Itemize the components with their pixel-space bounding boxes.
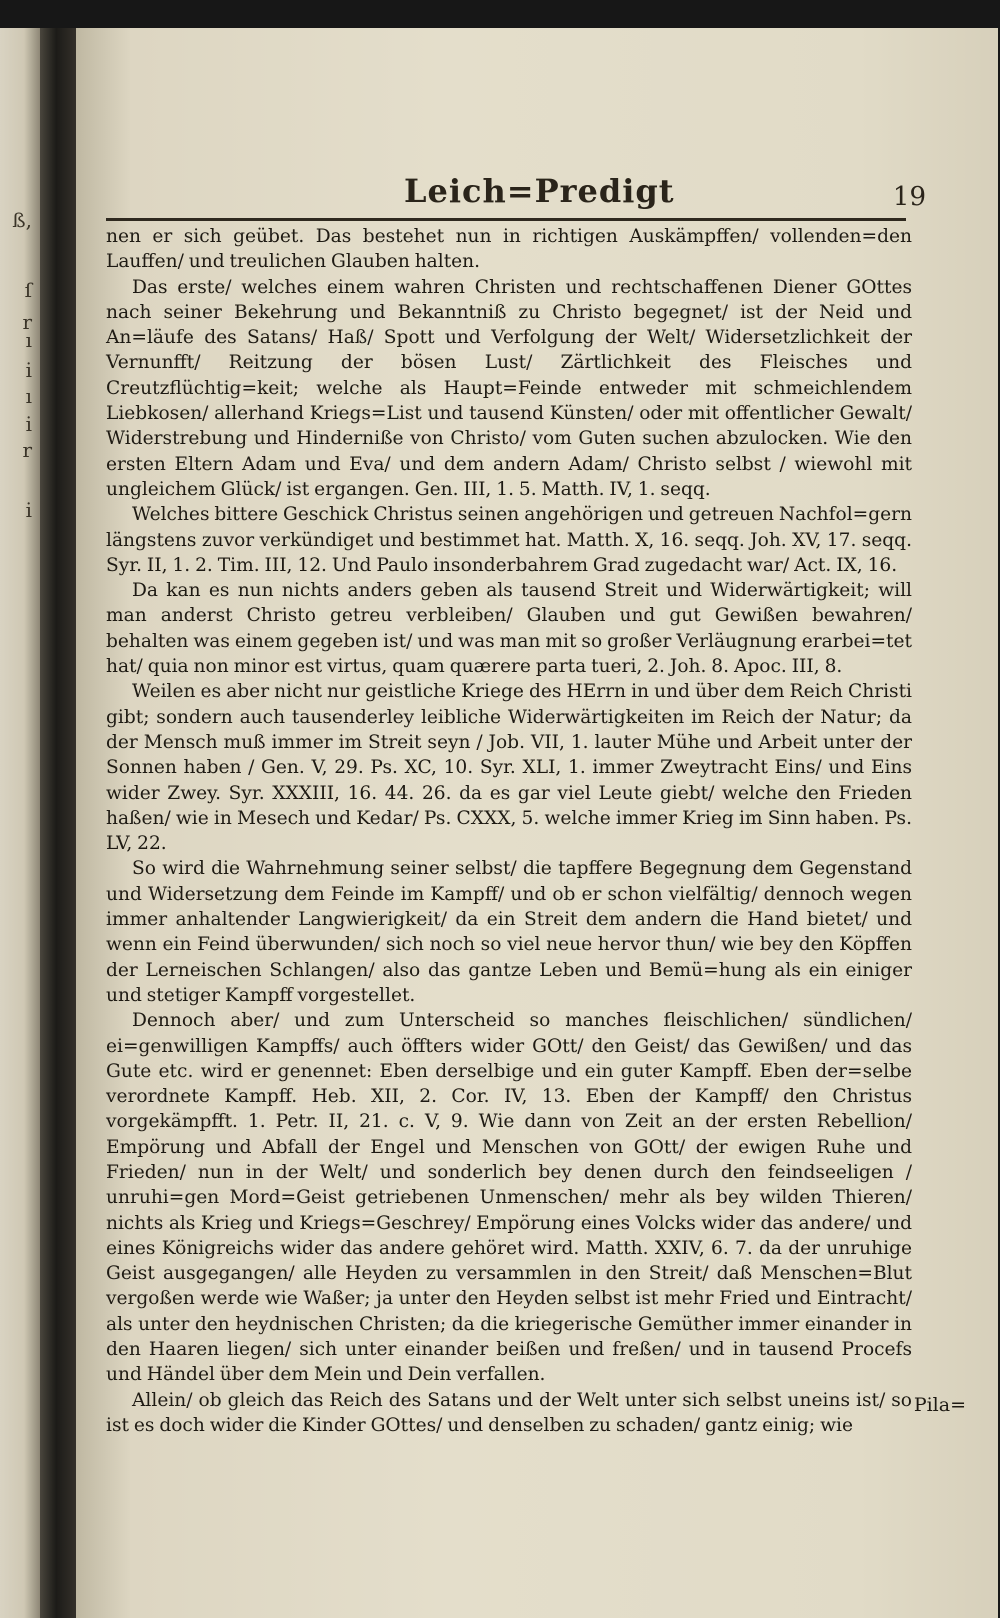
paragraph: Dennoch aber/ und zum Unterscheid so manches fleischlichen/ sündlichen/ ei=genwilligen Kampffs/ auch öffters wider GOtt/ den Geist/ das Gewißen/ und das Gute etc. wird er genennet: Eben derselbige und ein guter Kampff. Eben der=selbe verordnete Kampff. Heb. XII, 2. Cor. IV, 13. Eben der Kampff/ den Christus vorgekämpfft. 1. Petr. II, 21. c. V, 9. Wie dann von Zeit an der ersten Rebellion/ Empörung und Abfall der Engel und Menschen von GOtt/ der ewigen Ruhe und Frieden/ nun in der Welt/ und sonderlich bey denen durch den feindseeligen / unruhi=gen Mord=Geist getriebenen Unmenschen/ mehr als bey wilden Thieren/ nichts als Krieg und Kriegs=Geschrey/ Empörung eines Volcks wider das andere/ und eines Königreichs wider das andere gehöret wird. Matth. XXIV, 6. 7. da der unruhige Geist ausgegangen/ alle Heyden zu versammlen in den Streit/ daß Menschen=Blut vergoßen werde wie Waßer; ja unter den Heyden selbst ist mehr Fried und Eintracht/ als unter den heydnischen Christen; da die kriegerische Gemüther immer einander in den Haaren liegen/ sich unter einander beißen und freßen/ und in tausend Procefs und Händel über dem Mein und Dein verfallen. (106, 1010, 912, 1386)
page-header (106, 156, 926, 218)
left-edge-mark: ſ (24, 278, 32, 302)
paragraph: Weilen es aber nicht nur geistliche Kriege des HErrn in und über dem Reich Christi gibt; sondern auch tausenderley leibliche Widerwärtigkeiten im Reich der Natur; da der Mensch muß immer im Streit seyn / Job. VII, 1. lauter Mühe und Arbeit unter der Sonnen haben / Gen. V, 29. Ps. XC, 10. Syr. XLI, 1. immer Zweytracht Eins/ und Eins wider Zwey. Syr. XXXIII, 16. 44. 26. da es gar viel Leute giebt/ welche den Frieden haßen/ wie in Mesech und Kedar/ Ps. CXXX, 5. welche immer Krieg im Sinn haben. Ps. LV, 22. (106, 681, 912, 855)
paragraph: Allein/ ob gleich das Reich des Satans und der Welt unter sich selbst uneins ist/ so ist es doch wider die Kinder GOttes/ und denselben zu schaden/ gantz einig; wie (106, 1389, 912, 1436)
body-text (106, 224, 912, 1438)
left-edge-mark: ı (25, 328, 32, 352)
running-title: Leich=Predigt (404, 172, 675, 210)
paragraph: nen er sich geübet. Das bestehet nun in richtigen Auskämpffen/ vollenden=den Lauffen/ und treulichen Glauben halten. (106, 226, 912, 273)
left-edge-mark: i (25, 358, 32, 382)
paragraph: Welches bittere Geschick Christus seinen angehörigen und getreuen Nachfol=gern längstens zuvor verkündiget und bestimmet hat. Matth. X, 16. seqq. Joh. XV, 17. seqq. Syr. II, 1. 2. Tim. III, 12. Und Paulo insonderbahrem Grad zugedacht war/ Act. IX, 16. (106, 504, 912, 576)
left-edge-mark: i (25, 498, 32, 522)
page (76, 28, 998, 1618)
paragraph: Da kan es nun nichts anders geben als tausend Streit und Widerwärtigkeit; will man anderst Christo getreu verbleiben/ Glauben und gut Gewißen bewahren/ behalten was einem gegeben ist/ und was man mit so großer Verläugnung erarbei=tet hat/ quia non minor est virtus, quam quærere parta tueri, 2. Joh. 8. Apoc. III, 8. (106, 580, 912, 678)
left-edge-mark: r (22, 310, 32, 334)
left-edge-mark: ı (25, 384, 32, 408)
left-page-edge (0, 28, 40, 1618)
page-number: 19 (892, 182, 926, 212)
paragraph: Das erste/ welches einem wahren Christen und rechtschaffenen Diener GOttes nach seiner Bekehrung und Bekanntniß zu Christo begegnet/ ist der Neid und An=läufe des Satans/ Haß/ Spott und Verfolgung der Welt/ Widersetzlichkeit der Vernunfft/ Reitzung der bösen Lust/ Zärtlichkeit des Fleisches und Creutzflüchtig=keit; welche als Haupt=Feinde entweder mit schmeichlendem Liebkosen/ allerhand Kriegs=List und tausend Künsten/ oder mit offentlicher Gewalt/ Widerstrebung und Hinderniße von Christo/ vom Guten suchen abzulocken. Wie den ersten Eltern Adam und Eva/ und dem andern Adam/ Christo selbst / wiewohl mit ungleichem Glück/ ist ergangen. Gen. III, 1. 5. Matth. IV, 1. seqq. (106, 276, 912, 500)
left-edge-mark: ß, (12, 208, 32, 232)
book-gutter (40, 28, 76, 1618)
left-edge-mark: r (22, 438, 32, 462)
paragraph: So wird die Wahrnehmung seiner selbst/ die tapffere Begegnung dem Gegenstand und Widersetzung dem Feinde im Kampff/ und ob er schon vielfältig/ dennoch wegen immer anhaltender Langwierigkeit/ da ein Streit dem andern die Hand bietet/ und wenn ein Feind überwunden/ sich noch so viel neue hervor thun/ wie bey den Köpffen der Lerneischen Schlangen/ also das gantze Leben und Bemü=hung als ein einiger und stetiger Kampff vorgestellet. (106, 858, 912, 1006)
catchword: Pila= (913, 1394, 966, 1416)
header-rule (106, 218, 906, 221)
left-edge-mark: i (25, 412, 32, 436)
